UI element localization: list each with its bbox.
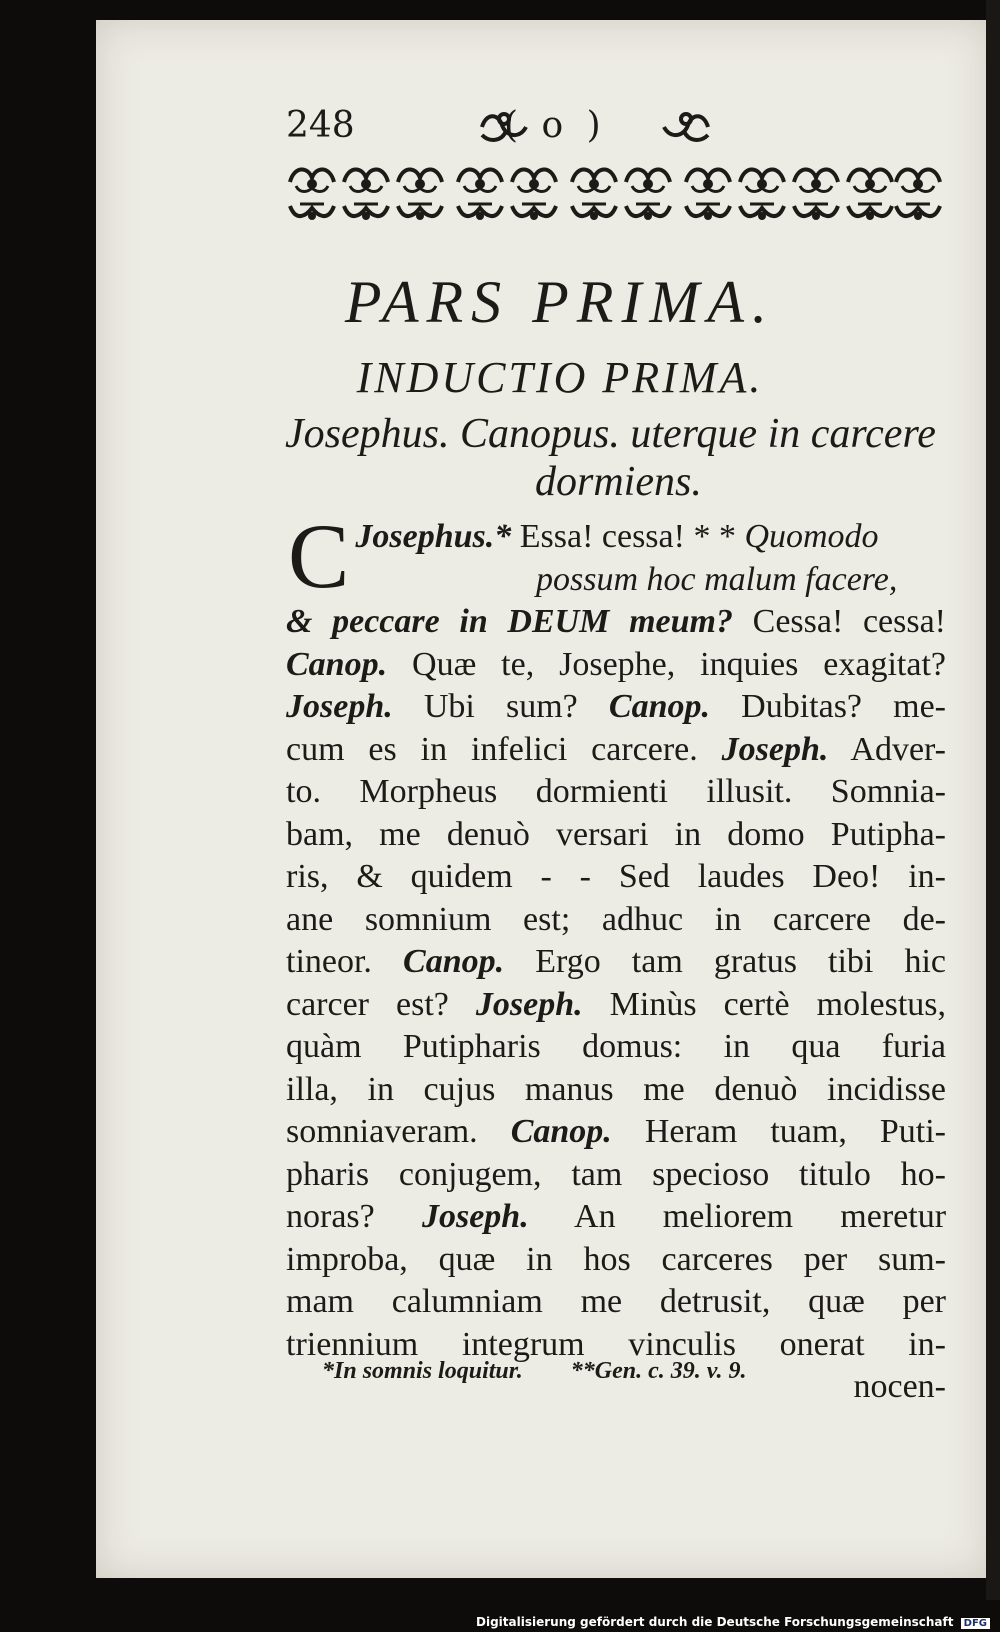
credit-text: Digitalisierung gefördert durch die Deutsche Forschungsgemeinschaft [476, 1615, 954, 1629]
section-title: PARS PRIMA. [344, 269, 776, 335]
page-edge [986, 0, 1000, 1600]
text-line: bam, me denuò versari in domo Putipha- [286, 815, 946, 853]
body-text [286, 505, 947, 1409]
speaker-name: Canop. [286, 645, 388, 683]
footnotes [322, 1358, 882, 1385]
speaker-name: Canop. [608, 688, 711, 725]
text-line: Josephus.* C Essa! cessa! * * Quomodo [288, 505, 879, 607]
speaker-name: Joseph. [286, 688, 393, 725]
digitization-credit [476, 1615, 990, 1629]
text-line: cum es in infelici carcere. Joseph. Adver- [286, 730, 946, 768]
speaker-name: Joseph. [475, 985, 583, 1023]
page-header [286, 105, 926, 155]
text-line: carcer est? Joseph. Minùs certè molestus, [286, 985, 947, 1023]
speaker-name: Joseph. [421, 1198, 529, 1235]
dfg-logo: DFG [961, 1618, 990, 1629]
text-line: mam calumniam me detrusit, quæ per [286, 1283, 946, 1320]
cast-line-2: dormiens. [535, 459, 702, 505]
text-line: triennium integrum vinculis onerat in- [286, 1325, 946, 1363]
speaker-name: Canop. [403, 943, 505, 980]
speaker-name: Joseph. [721, 730, 829, 768]
text-line: to. Morpheus dormienti illusit. Somnia- [286, 773, 946, 810]
text-line: pharis conjugem, tam specioso titulo ho- [286, 1155, 946, 1193]
ornament-band [286, 160, 946, 232]
footnote-2: **Gen. c. 39. v. 9. [570, 1358, 747, 1384]
text-line: noras? Joseph. An meliorem meretur [286, 1198, 947, 1235]
drop-cap: C [288, 505, 350, 607]
text-line: ane somnium est; adhuc in carcere de- [286, 900, 946, 938]
text-line: & peccare in DEUM meum? Cessa! cessa! [286, 603, 947, 640]
text-line: illa, in cujus manus me denuò incidisse [286, 1070, 946, 1108]
header-flourish-right [658, 107, 714, 147]
text-line: Joseph. Ubi sum? Canop. Dubitas? me- [286, 688, 947, 725]
speaker-name: Josephus.* [355, 518, 512, 555]
cast-line-1: Josephus. Canopus. uterque in carcere [285, 411, 936, 457]
text-line: Canop. Quæ te, Josephe, inquies exagitat? [286, 645, 946, 683]
text-line: tineor. Canop. Ergo tam gratus tibi hic [286, 943, 946, 980]
text-line: improba, quæ in hos carceres per sum- [286, 1240, 946, 1278]
footnote-1: *In somnis loquitur. [322, 1358, 523, 1384]
text-line: quàm Putipharis domus: in qua furia [286, 1028, 946, 1065]
running-head: ( o ) [504, 105, 607, 146]
text-line: somniaveram. Canop. Heram tuam, Puti- [286, 1113, 946, 1150]
page-number: 248 [286, 105, 355, 146]
section-subtitle: INDUCTIO PRIMA. [356, 353, 764, 402]
text-line: possum hoc malum facere, [536, 560, 898, 598]
text-line: ris, & quidem - - Sed laudes Deo! in- [286, 858, 946, 895]
speaker-name: Canop. [510, 1113, 612, 1150]
catchword: nocen- [853, 1368, 946, 1405]
